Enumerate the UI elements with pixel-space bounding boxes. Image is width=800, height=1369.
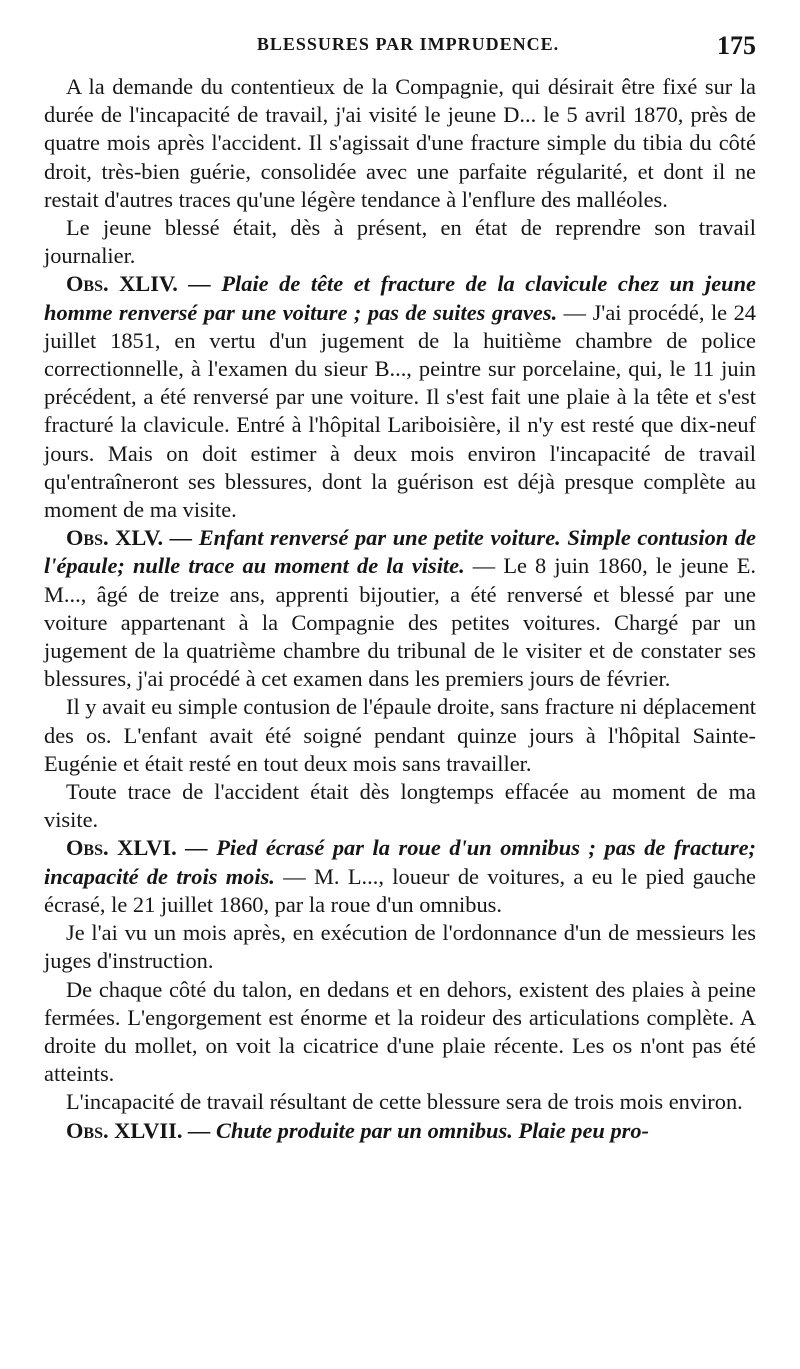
paragraph-5: [44, 693, 756, 778]
paragraph-text: De chaque côté du talon, en dedans et en dehors, existent des plaies à peine fermées. L'engorgement est énorme et la roideur des articulations complète. A droite du mollet, on voit la cicatrice d'une plaie récente. Les os n'ont pas été atteints.: [44, 976, 756, 1087]
page-number: 175: [717, 31, 756, 60]
paragraph-text: Toute trace de l'accident était dès longtemps effacée au moment de ma visite.: [44, 779, 756, 833]
paragraph-text: Le jeune blessé était, dès à présent, en état de reprendre son travail journalier.: [44, 215, 756, 269]
observation-45: [44, 524, 756, 693]
paragraph-1: [44, 73, 756, 214]
observation-label: Obs. XLVI.: [66, 835, 177, 861]
paragraph-10: [44, 1088, 756, 1116]
observation-title: — Pied écrasé par la roue d'un omnibus ; pas de fracture; incapacité de trois mois.: [44, 835, 756, 889]
observation-title: — Plaie de tête et fracture de la clavicule chez un jeune homme renversé par une voiture ; pas de suites graves.: [44, 271, 756, 325]
observation-44: [44, 270, 756, 524]
observation-47: [44, 1117, 756, 1145]
paragraph-text: Je l'ai vu un mois après, en exécution de l'ordonnance d'un de messieurs les juges d'instruction.: [44, 920, 756, 974]
observation-46: [44, 834, 756, 919]
paragraph-9: [44, 976, 756, 1089]
body-text: [44, 73, 756, 1145]
observation-label: Obs. XLVII.: [66, 1117, 183, 1143]
observation-text: — J'ai procédé, le 24 juillet 1851, en vertu d'un jugement de la huitième chambre de police correctionnelle, à l'examen du sieur B..., peintre sur porcelaine, qui, le 11 juin précédent, a été renversé par une voiture. Il s'est fait une plaie à la tête et s'est fracturé la clavicule. Entré à l'hôpital Lariboisière, il n'y est resté que dix-neuf jours. Mais on doit estimer à deux mois environ l'incapacité de travail qu'entraîneront ses blessures, dont la guérison est déjà presque complète au moment de ma visite.: [44, 299, 756, 523]
paragraph-8: [44, 919, 756, 975]
paragraph-text: Il y avait eu simple contusion de l'épaule droite, sans fracture ni déplacement des os. L'enfant avait été soigné pendant quinze jours à l'hôpital Sainte-Eugénie et était resté en tout deux mois sans travailler.: [44, 694, 756, 776]
paragraph-text: A la demande du contentieux de la Compagnie, qui désirait être fixé sur la durée de l'incapacité de travail, j'ai visité le jeune D... le 5 avril 1870, près de quatre mois après l'accident. Il s'agissait d'une fracture simple du tibia du côté droit, très-bien guérie, consolidée avec une parfaite régularité, et dont il ne restait d'autres traces qu'une légère tendance à l'enflure des malléoles.: [44, 74, 756, 212]
paragraph-6: [44, 778, 756, 834]
observation-label: Obs. XLIV.: [66, 271, 178, 297]
paragraph-2: [44, 214, 756, 270]
observation-title: — Enfant renversé par une petite voiture. Simple contusion de l'épaule; nulle trace au moment de la visite.: [44, 525, 756, 579]
observation-title: — Chute produite par un omnibus. Plaie peu pro-: [188, 1117, 650, 1143]
page-header: [60, 31, 756, 68]
observation-text: — M. L..., loueur de voitures, a eu le pied gauche écrasé, le 21 juillet 1860, par la roue d'un omnibus.: [44, 863, 756, 917]
observation-label: Obs. XLV.: [66, 525, 164, 551]
observation-text: — Le 8 juin 1860, le jeune E. M..., âgé de treize ans, apprenti bijoutier, a été renversé et blessé par une voiture appartenant à la Compagnie des petites voitures. Chargé par un jugement de la quatrième chambre du tribunal de le visiter et de constater ses blessures, j'ai procédé à cet examen dans les premiers jours de février.: [44, 553, 757, 692]
paragraph-text: L'incapacité de travail résultant de cette blessure sera de trois mois environ.: [66, 1089, 743, 1115]
running-title: BLESSURES PAR IMPRUDENCE.: [256, 34, 560, 54]
